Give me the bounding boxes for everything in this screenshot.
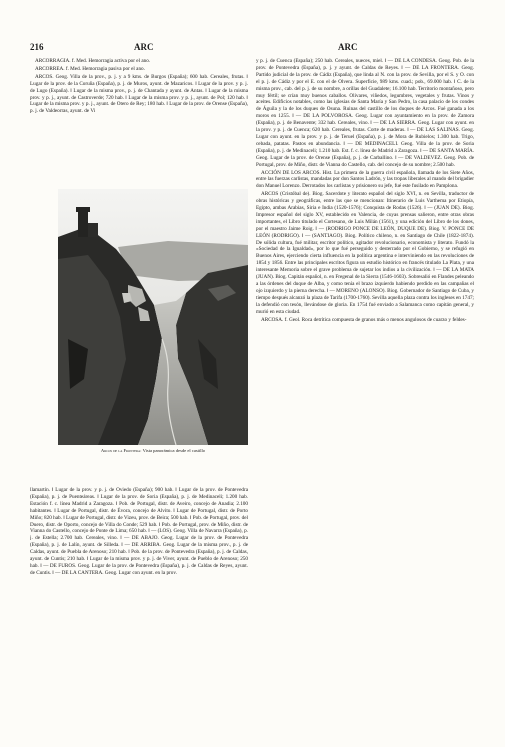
running-head-left: ARC: [134, 42, 154, 52]
right-column: [256, 58, 474, 695]
entry-arcos-continued: llamartín. ‖ Lugar de la prov. y p. j. de Oviedo (España); 900 hab. ‖ Lugar de la prov. de Pontevedra (España), p. j. de Puenteáreas. ‖ Lugar de la prov. de Soria (España), p. j. de Medinaceli; 1.200 hab. Estación f. c. línea Madrid a Zaragoza. ‖ Pob. de Portugal, distr. de Aveiro, concejo de Anadia; 2.100 habitantes. ‖ Lugar de Portugal, distr. de Évora, concejo de Alvito. ‖ Lugar de Portugal, distr. de Porto Miño; 820 hab. ‖ Lugar de Portugal, distr. de Vizeu, prov. de Beira; 500 hab. ‖ Pob. de Portugal, prov. del Duero, distr. de Oporto, concejo de Villa do Conde; 529 hab. ‖ Pob. de Portugal, prov. de Miño, distr. de Vianna do Castello, concejo de Ponte de Lima; 650 hab. ‖ — (LOS). Geog. Villa de Navarra (España), p. j. de Estella; 2.700 hab. Cereales, vino. ‖ — DE ABAJO. Geog. Lugar de la prov. de Pontevedra (España), p. j. de Lalín, ayunt. de Silleda. ‖ — DE ARRIBA. Geog. Lugar de la misma prov., p. j. de Caldas, ayunt. de Puebla de Arenoso; 210 hab. ‖ Pob. de la prov. de Pontevedra (España), p. j. de Caldas, ayunt. de Cuntis; 210 hab. ‖ Lugar de la misma prov. y p. j. de Viver, ayunt. de Pueblo de Arenoso; 250 hab. ‖ — DE FUROS. Geog. Lugar de la prov. de Pontevedra (España), p. j. de Caldas de Reyes, ayunt. de Cuntis. ‖ — DE LA CANTERA. Geog. Lugar con ayunt. en la prov.: [30, 487, 248, 576]
left-column-bottom: [30, 487, 248, 695]
entry-arcos-biog: ARCOS (Cristóbal de). Biog. Sacerdote y literato español del siglo XVI, n. en Sevilla, traductor de obras históricas y geográficas, entre las que se mencionan: Itinerario de Luis Varthema por Etiopía, Egipto, ambas Arabias, Siria e India (1520-1576); Conquista de Rodas (1526). ‖ — (JUAN DE). Biog. Impresor español del siglo XV, establecido en Valencia, de cuyas prensas salieron, entre otras obras importantes, el Libro titulado el Cortesano, de Luis Milán (1561), y una edición del Libro de los dones, por el maestro Jaime Roig. ‖ — (RODRIGO PONCE DE LEÓN, DUQUE DE). Biog. V. PONCE DE LEÓN (RODRIGO). ‖ — (SANTIAGO). Biog. Político chileno, n. en Santiago de Chile (1822-1874). De sólida cultura, fué militar, escritor político, agitador revolucionario, economista y literato. Fundó la «Sociedad de la Igualdad», por lo que fué perseguido y desterrado por el Gobierno, y se refugió en Buenos Aires, ejerciendo cierta influencia en la política argentina e interviniendo en las revoluciones de 1854 y 1856. Entre las principales escritos figura un estudio histórico en francés titulado La Plata, y una interesante Memoria sobre el grave problema de sujetar los indios a la civilización. ‖ — DE LA MATA (JUAN). Biog. Capitán español, n. en Fregenal de la Sierra (1546-1603). Sobresalió en Flandes peleando a las órdenes del duque de Alba, y como tenía el brazo izquierdo habiendo perdido en las campañas el ojo izquierdo y la pierna derecha. ‖ — MORENO (ALONSO). Biog. Gobernador de Santiago de Cuba, y tiempo después alcanzó la plaza de Tarifa (1700-1760). Sevilla aquella plaza contra los ingleses en 1747; la defendió con tesón, llevándose de gloria. En 1754 fué enviado a Salamanca como capitán general, y murió en esta ciudad.: [256, 191, 474, 315]
entry-arcosa: ARCOSA. f. Geol. Roca detrítica compuesta de granos más o menos angulosos de cuarzo y feldes-: [261, 316, 467, 323]
entry-arcos-subentries: y p. j. de Cuenca (España); 250 hab. Cereales, nueces, miel. ‖ — DE LA CONDESA. Geog. Pob. de la prov. de Pontevedra (España), p. j. y ayunt. de Caldas de Reyes. ‖ — DE LA FRONTERA. Geog. Partido judicial de la prov. de Cádiz (España), que linda al N. con la prov. de Sevilla, por el S. y O. con el p. j. de Cádiz y por el E. con el de Olvera. Superficie, 989 kms. cuad.; pob., 69.000 hab. ‖ C. de la misma prov., cab. del p. j. de su nombre, a orillas del Guadalete; 16.100 hab. Territorio montañoso, pero muy fértil; se crían muy buenos caballos. Olivares, viñedos, legumbres, vegetales y frutas. Vinos y aceites. Edificios notables, como las iglesias de Santa María y San Pedro, la casa palacio de los condes de Águila y la de los duques de Osuna. Ruinas del castillo de los duques de Arcos. Fué ganada a los moros en 1255. ‖ — DE LA POLVOROSA. Geog. Lugar con ayuntamiento en la prov. de Zamora (España), p. j. de Benavente; 332 hab. Cereales, vino. ‖ — DE LA SIERRA. Geog. Lugar con ayunt. en la prov. y p. j. de Cuenca; 620 hab. Cereales, frutas. Corte de maderas. ‖ — DE LAS SALINAS. Geog. Lugar con ayunt. en la prov. y p. j. de Teruel (España), p. j. de Mora de Rubielos; 1.300 hab. Trigo, cebada, patatas. Pastos en abundancia. ‖ — DE MEDINACELI. Geog. Villa de la prov. de Soria (España), p. j. de Medinaceli; 1.210 hab. Est. f. c. línea de Madrid a Zaragoza. ‖ — DE SANTA MARÍA. Geog. Lugar de la prov. de Orense (España), p. j. de Carballino. ‖ — DE VALDEVEZ. Geog. Pob. de Portugal, prov. de Miño, distr. de Vianna do Castello, cab. del concejo de su nombre; 2.500 hab.: [256, 58, 474, 168]
caption-place: Arcos de la Frontera:: [100, 448, 142, 453]
page-header: [30, 42, 475, 56]
entry-accion-de-los-arcos: ACCIÓN DE LOS ARCOS. Hist. La primera de la guerra civil española, llamada de los Siete Años, entre las fuerzas carlistas, mandadas por don Santos Ladrón, y las tropas liberales al mando del brigadier don Manuel Lorenzo. Derrotados los carlistas y prisionero su jefe, fué este fusilado en Pamplona.: [256, 169, 474, 190]
entry-arcorrea: ARCORREA. f. Med. Hemorragia pasiva por el ano.: [35, 65, 145, 72]
page-number: 216: [30, 42, 44, 52]
caption-text: Vista panorámica desde el castillo: [142, 448, 206, 453]
entry-arcos-geog: ARCOS. Geog. Villa de la prov., p. j. y a 9 kms. de Burgos (España); 600 hab. Cereales, frutas. ‖ Lugar de la prov. de la Coruña (España), p. j. de Muros, ayunt. de Mazaricos. ‖ Lugar de la prov. y p. j. de Lugo (España). ‖ Lugar de la misma prov., p. j. de Chantada y ayunt. de Antas. ‖ Lugar de la misma prov. y p. j., ayunt. de Castroverde; 720 hab. ‖ Lugar de la misma prov. y p. j., ayunt. de Pol; 120 hab. ‖ Lugar de la misma prov. y p. j., ayunt. de Otero de Rey; 180 hab. ‖ Lugar de la prov. de Orense (España), p. j. de Valdeorras, ayunt. de Vi: [30, 73, 248, 115]
photograph-arcos: [58, 189, 248, 445]
running-head-right: ARC: [338, 42, 358, 52]
entry-arcorragia: ARCORRAGIA. f. Med. Hemorragia activa por el ano.: [35, 58, 151, 64]
landscape-photo-illustration: [58, 189, 248, 445]
photo-caption: [58, 447, 248, 455]
